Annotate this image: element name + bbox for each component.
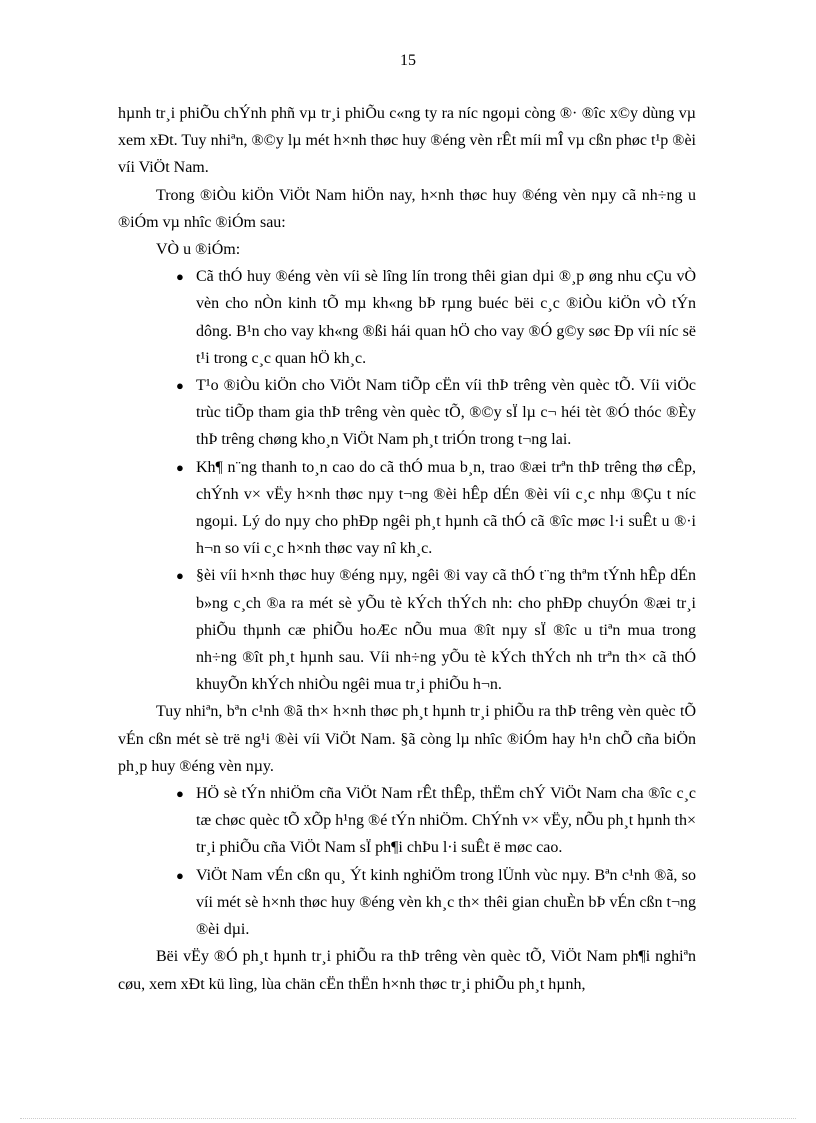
advantages-list xyxy=(118,263,696,698)
disadvantages-list xyxy=(118,780,696,943)
transition-paragraph: Tuy nhiªn, bªn c¹nh ®ã th× h×nh thøc ph¸t hµnh tr¸i phiÕu ra thÞ trêng vèn quèc tÕ vÉn cßn mét sè trë ng¹i ®èi víi ViÖt Nam. §ã còng lµ nhîc ®iÓm hay h¹n chÕ cña biÖn ph¸p huy ®éng vèn nµy. xyxy=(118,703,696,775)
page-number: 15 xyxy=(400,52,416,69)
closing-paragraph: Bëi vËy ®Ó ph¸t hµnh tr¸i phiÕu ra thÞ trêng vèn quèc tÕ, ViÖt Nam ph¶i nghiªn cøu, xem xÐt kü lìng, lùa chän cËn thËn h×nh thøc tr¸i phiÕu ph¸t hµnh, xyxy=(118,948,696,993)
list-item: ● T¹o ®iÒu kiÖn cho ViÖt Nam tiÕp cËn víi thÞ trêng vèn quèc tÕ. Víi viÖc trùc tiÕp tham gia thÞ trêng vèn quèc tÕ, ®©y sÏ lµ c¬ héi tèt ®Ó thóc ®Èy thÞ trêng chøng kho¸n ViÖt Nam ph¸t triÓn trong t¬ng lai. xyxy=(118,372,696,454)
paragraph: Trong ®iÒu kiÖn ViÖt Nam hiÖn nay, h×nh thøc huy ®éng vèn nµy cã nh÷ng u ®iÓm vµ nhîc ®iÓm sau: xyxy=(118,186,696,231)
advantages-heading: VÒ u ®iÓm: xyxy=(156,241,241,259)
bullet-icon: ● xyxy=(176,459,184,475)
bullet-icon: ● xyxy=(176,786,184,802)
document-body xyxy=(118,100,696,998)
bullet-icon: ● xyxy=(176,867,184,883)
list-item: ● HÖ sè tÝn nhiÖm cña ViÖt Nam rÊt thÊp, thËm chÝ ViÖt Nam cha ®îc c¸c tæ chøc quèc tÕ xÕp h¹ng ®é tÝn nhiÖm. ChÝnh v× vËy, nÕu ph¸t hµnh th× tr¸i phiÕu cña ViÖt Nam sÏ ph¶i chÞu l·i suÊt ë møc cao. xyxy=(118,780,696,862)
bullet-icon: ● xyxy=(176,269,184,285)
bullet-icon: ● xyxy=(176,378,184,394)
list-item: ● Cã thÓ huy ®éng vèn víi sè lîng lín trong thêi gian dµi ®¸p øng nhu cÇu vÒ vèn cho nÒn kinh tÕ mµ kh«ng bÞ rµng buéc bëi c¸c ®iÒu kiÖn vÒ tÝn dông. B¹n cho vay kh«ng ®ßi hái quan hÖ cho vay ®Ó g©y søc Ðp víi níc së t¹i trong c¸c quan hÖ kh¸c. xyxy=(118,263,696,372)
list-item: ● §èi víi h×nh thøc huy ®éng nµy, ngêi ®i vay cã thÓ t¨ng thªm tÝnh hÊp dÉn b»ng c¸ch ®a ra mét sè yÕu tè kÝch thÝch nh: cho phÐp chuyÓn ®æi tr¸i phiÕu thµnh cæ phiÕu hoÆc nÕu mua ®ît nµy sÏ ®îc u tiªn mua trong nh÷ng ®ît ph¸t hµnh sau. Víi nh÷ng yÕu tè kÝch thÝch nh trªn th× cã thÓ khuyÕn khÝch nhiÒu ngêi mua tr¸i phiÕu h¬n. xyxy=(118,562,696,698)
list-item: ● Kh¶ n¨ng thanh to¸n cao do cã thÓ mua b¸n, trao ®æi trªn thÞ trêng thø cÊp, chÝnh v× vËy h×nh thøc nµy t¬ng ®èi hÊp dÉn ®èi víi c¸c nhµ ®Çu t níc ngoµi. Lý do nµy cho phÐp ngêi ph¸t hµnh cã thÓ cã ®îc møc l·i suÊt u ®·i h¬n so víi c¸c h×nh thøc vay nî kh¸c. xyxy=(118,454,696,563)
bullet-icon: ● xyxy=(176,568,184,584)
paragraph: hµnh tr¸i phiÕu chÝnh phñ vµ tr¸i phiÕu c«ng ty ra níc ngoµi còng ®· ®îc x©y dùng vµ xem xÐt. Tuy nhiªn, ®©y lµ mét h×nh thøc huy ®éng vèn rÊt míi mÎ vµ cßn phøc t¹p ®èi víi ViÖt Nam. xyxy=(118,105,696,177)
list-item: ● ViÖt Nam vÉn cßn qu¸ Ýt kinh nghiÖm trong lÜnh vùc nµy. Bªn c¹nh ®ã, so víi mét sè h×nh thøc huy ®éng vèn kh¸c th× thêi gian chuÈn bÞ vÉn cßn t¬ng ®èi dµi. xyxy=(118,862,696,944)
page-bottom-rule xyxy=(20,1118,796,1119)
